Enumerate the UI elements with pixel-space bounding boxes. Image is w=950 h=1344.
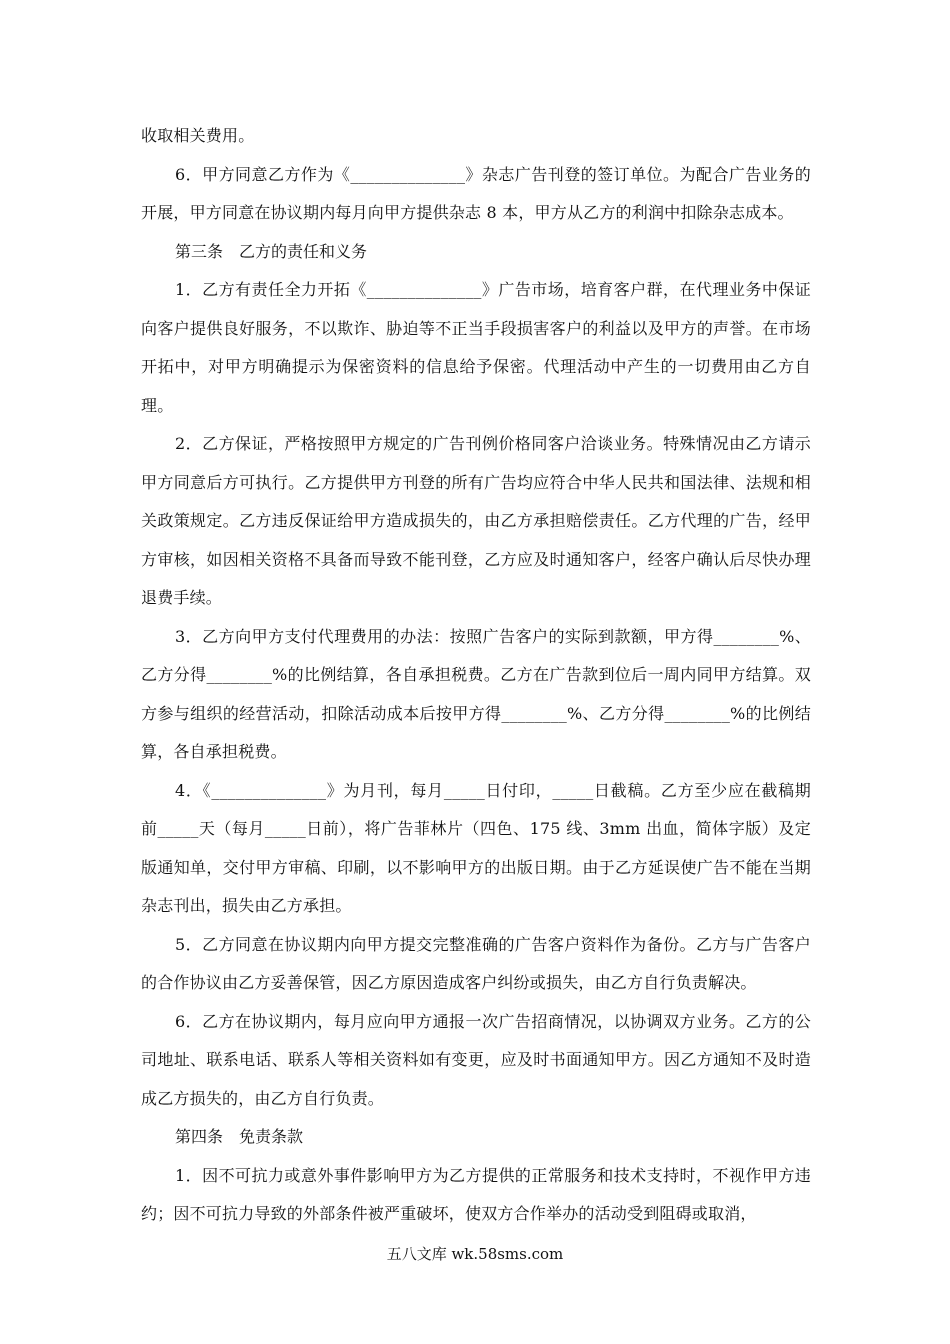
paragraph-clause-3-3: 3．乙方向甲方支付代理费用的办法：按照广告客户的实际到款额，甲方得________%、乙方分得________%的比例结算，各自承担税费。乙方在广告款到位后一周内同甲方结算。双方参与组织的经营活动，扣除活动成本后按甲方得________%、乙方分得________%的比例结算，各自承担税费。 bbox=[141, 626, 811, 761]
document-body bbox=[141, 117, 811, 1234]
article-heading-3: 第三条 乙方的责任和义务 bbox=[175, 241, 368, 261]
page-footer: 五八文库 wk.58sms.com bbox=[386, 1245, 564, 1263]
paragraph-clause-4-1: 1．因不可抗力或意外事件影响甲方为乙方提供的正常服务和技术支持时，不视作甲方违约；因不可抗力导致的外部条件被严重破坏，使双方合作举办的活动受到阻碍或取消， bbox=[141, 1165, 811, 1223]
paragraph-clause-3-1: 1．乙方有责任全力开拓《______________》广告市场，培育客户群，在代理业务中保证向客户提供良好服务，不以欺诈、胁迫等不正当手段损害客户的利益以及甲方的声誉。在市场开拓中，对甲方明确提示为保密资料的信息给予保密。代理活动中产生的一切费用由乙方自理。 bbox=[141, 280, 811, 415]
paragraph-clause-2-6: 6．甲方同意乙方作为《______________》杂志广告刊登的签订单位。为配合广告业务的开展，甲方同意在协议期内每月向甲方提供杂志 8 本，甲方从乙方的利润中扣除杂志成本。 bbox=[141, 164, 811, 222]
paragraph-clause-3-2: 2．乙方保证，严格按照甲方规定的广告刊例价格同客户洽谈业务。特殊情况由乙方请示甲方同意后方可执行。乙方提供甲方刊登的所有广告均应符合中华人民共和国法律、法规和相关政策规定。乙方违反保证给甲方造成损失的，由乙方承担赔偿责任。乙方代理的广告，经甲方审核，如因相关资格不具备而导致不能刊登，乙方应及时通知客户，经客户确认后尽快办理退费手续。 bbox=[141, 434, 811, 607]
paragraph-clause-3-5: 5．乙方同意在协议期内向甲方提交完整准确的广告客户资料作为备份。乙方与广告客户的合作协议由乙方妥善保管，因乙方原因造成客户纠纷或损失，由乙方自行负责解决。 bbox=[141, 934, 811, 992]
article-heading-4: 第四条 免责条款 bbox=[175, 1127, 304, 1146]
paragraph-clause-3-4: 4．《______________》为月刊，每月_____日付印，_____日截稿。乙方至少应在截稿期前_____天（每月_____日前），将广告菲林片（四色、175 线、3mm 出血，简体字版）及定版通知单，交付甲方审稿、印刷，以不影响甲方的出版日期。由于乙方延误使广告不能在当期杂志刊出，损失由乙方承担。 bbox=[141, 780, 811, 915]
paragraph-continuation: 收取相关费用。 bbox=[141, 126, 255, 145]
paragraph-clause-3-6: 6．乙方在协议期内，每月应向甲方通报一次广告招商情况，以协调双方业务。乙方的公司地址、联系电话、联系人等相关资料如有变更，应及时书面通知甲方。因乙方通知不及时造成乙方损失的，由乙方自行负责。 bbox=[141, 1011, 811, 1108]
